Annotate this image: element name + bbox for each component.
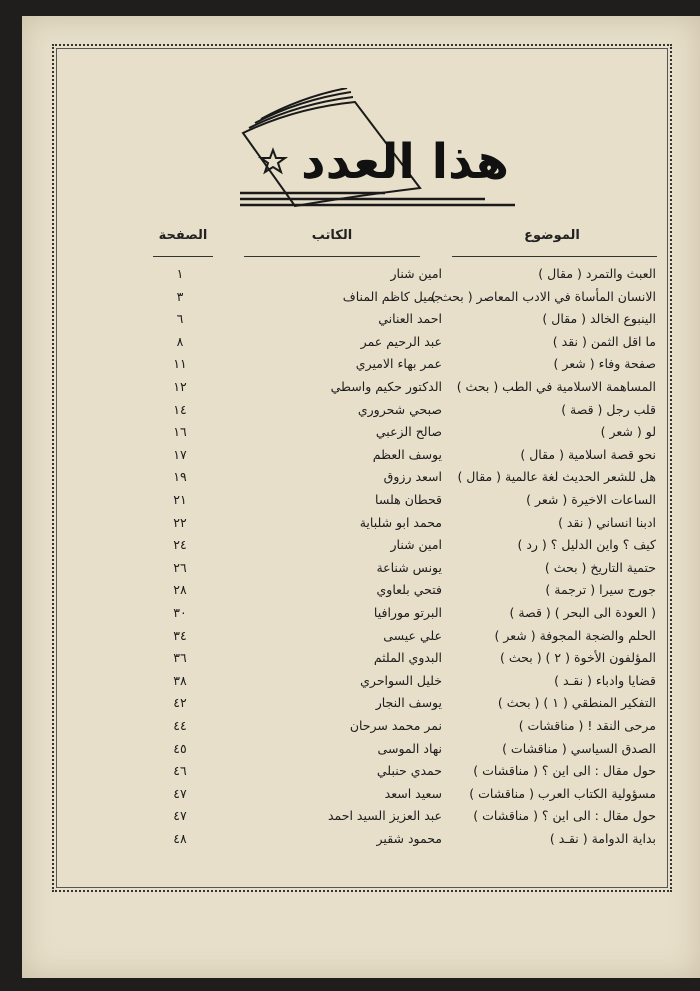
- topic-cell: كيف ؟ واين الدليل ؟ ( رد ): [517, 537, 656, 553]
- page-cell: ٤٤: [173, 718, 187, 733]
- author-cell: عبد العزيز السيد احمد: [327, 808, 442, 824]
- page-cell: ١٩: [173, 469, 187, 485]
- topic-cell: التفكير المنطقي ( ١ ) ( بحث ): [497, 695, 656, 711]
- page-cell: ٤٧: [173, 785, 187, 801]
- topic-cell: حول مقال : الى اين ؟ ( مناقشات ): [473, 808, 656, 824]
- topic-cell: حتمية التاريخ ( بحث ): [544, 559, 656, 575]
- author-cell: قحطان هلسا: [375, 492, 442, 507]
- author-cell: اسعد رزوق: [383, 469, 442, 485]
- author-cell: البرتو مورافيا: [373, 605, 442, 620]
- author-cell: نهاد الموسى: [377, 740, 442, 756]
- table-row: [0, 582, 700, 604]
- header-rule-author: [244, 256, 420, 257]
- header-topic: الموضوع: [524, 228, 580, 243]
- table-row: [0, 424, 700, 446]
- page-cell: ٤٧: [173, 808, 187, 824]
- author-cell: نمر محمد سرحان: [349, 718, 442, 733]
- table-row: [0, 515, 700, 537]
- author-cell: البدوي الملثم: [373, 650, 442, 666]
- table-row: [0, 492, 700, 514]
- author-cell: علي عيسى: [383, 627, 442, 643]
- author-cell: امين شنار: [390, 266, 442, 281]
- author-cell: فتحي بلعاوي: [376, 582, 442, 598]
- table-row: [0, 266, 700, 288]
- page-cell: ٣٨: [173, 672, 187, 688]
- page-cell: ٦: [176, 311, 184, 327]
- page-cell: ١١: [173, 356, 187, 372]
- topic-cell: لو ( شعر ): [600, 424, 656, 440]
- page-cell: ٣٦: [173, 650, 187, 666]
- author-cell: محمد ابو شلباية: [359, 514, 442, 530]
- topic-cell: المساهمة الاسلامية في الطب ( بحث ): [456, 379, 656, 394]
- topic-cell: ادبنا انساني ( نقد ): [558, 514, 656, 530]
- page-cell: ٢٨: [173, 582, 187, 598]
- author-cell: حمدي حنبلي: [376, 763, 442, 779]
- author-cell: عمر بهاء الاميري: [355, 356, 442, 372]
- page-cell: ٤٢: [173, 695, 187, 711]
- page-cell: ٢٢: [173, 514, 187, 530]
- table-row: [0, 469, 700, 491]
- table-row: [0, 537, 700, 559]
- page-cell: ١٦: [173, 424, 187, 440]
- table-row: [0, 673, 700, 695]
- table-row: [0, 741, 700, 763]
- author-cell: يوسف النجار: [375, 695, 442, 711]
- table-row: [0, 334, 700, 356]
- topic-cell: الحلم والضجة المجوفة ( شعر ): [494, 627, 656, 643]
- page-cell: ٣: [176, 288, 184, 304]
- author-cell: صبحي شحروري: [357, 401, 442, 417]
- author-cell: عبد الرحيم عمر: [360, 333, 442, 349]
- topic-cell: مرحى النقد ! ( مناقشات ): [518, 718, 656, 733]
- table-row: [0, 379, 700, 401]
- page-cell: ١٧: [173, 446, 187, 462]
- table-row: [0, 402, 700, 424]
- topic-cell: الصدق السياسي ( مناقشات ): [502, 740, 656, 756]
- topic-cell: الانسان المأساة في الادب المعاصر ( بحث ): [431, 288, 656, 304]
- topic-cell: حول مقال : الى اين ؟ ( مناقشات ): [473, 763, 656, 779]
- page-cell: ٤٦: [173, 763, 187, 779]
- topic-cell: قلب رجل ( قصة ): [561, 401, 656, 417]
- topic-cell: هل للشعر الحديث لغة عالمية ( مقال ): [457, 469, 656, 485]
- author-cell: جميل كاظم المناف: [342, 288, 442, 304]
- page-cell: ٤٨: [173, 831, 187, 846]
- topic-cell: المؤلفون الأخوة ( ٢ ) ( بحث ): [500, 650, 656, 666]
- page-cell: ٣٤: [173, 627, 187, 643]
- topic-cell: بداية الدوامة ( نقـد ): [549, 831, 656, 846]
- topic-cell: ما اقل الثمن ( نقد ): [552, 333, 656, 349]
- table-row: [0, 560, 700, 582]
- header-rule-topic: [452, 256, 657, 257]
- table-row: [0, 628, 700, 650]
- table-row: [0, 808, 700, 830]
- table-row: [0, 831, 700, 853]
- logo-text: هذا العدد: [300, 134, 510, 190]
- topic-cell: مسؤولية الكتاب العرب ( مناقشات ): [469, 785, 656, 801]
- page-cell: ١: [176, 266, 184, 281]
- topic-cell: جورج سيرا ( ترجمة ): [545, 582, 656, 598]
- page-cell: ٤٥: [173, 740, 187, 756]
- page-cell: ٢٦: [173, 559, 187, 575]
- topic-cell: نحو قصة اسلامية ( مقال ): [520, 446, 656, 462]
- author-cell: امين شنار: [390, 537, 442, 553]
- topic-cell: قضايا وادباء ( نقـد ): [554, 672, 656, 688]
- author-cell: محمود شقير: [376, 831, 442, 846]
- table-row: [0, 289, 700, 311]
- author-cell: خليل السواحري: [360, 672, 442, 688]
- header-page: الصفحة: [158, 228, 208, 243]
- table-row: [0, 605, 700, 627]
- table-row: [0, 718, 700, 740]
- topic-cell: ( العودة الى البحر ) ( قصة ): [509, 605, 656, 620]
- author-cell: صالح الزعبي: [375, 424, 442, 440]
- table-row: [0, 650, 700, 672]
- topic-cell: الساعات الاخيرة ( شعر ): [526, 492, 656, 507]
- page-cell: ٢٤: [173, 537, 187, 553]
- table-row: [0, 786, 700, 808]
- author-cell: سعيد اسعد: [384, 785, 442, 801]
- author-cell: احمد العناني: [378, 311, 442, 327]
- author-cell: يونس شناعة: [376, 559, 442, 575]
- page-cell: ٨: [176, 333, 184, 349]
- page-cell: ٢١: [173, 492, 187, 507]
- table-row: [0, 447, 700, 469]
- page-cell: ٣٠: [173, 605, 187, 620]
- issue-logo: [235, 88, 525, 213]
- author-cell: الدكتور حكيم واسطي: [330, 379, 442, 394]
- header-author: الكاتب: [311, 228, 353, 243]
- author-cell: يوسف العظم: [372, 446, 442, 462]
- topic-cell: صفحة وفاء ( شعر ): [553, 356, 656, 372]
- topic-cell: الينبوع الخالد ( مقال ): [542, 311, 656, 327]
- topic-cell: العبث والتمرد ( مقال ): [538, 266, 656, 281]
- header-rule-page: [153, 256, 213, 257]
- table-row: [0, 356, 700, 378]
- table-row: [0, 763, 700, 785]
- page-cell: ١٢: [173, 379, 187, 394]
- page-cell: ١٤: [173, 401, 187, 417]
- table-row: [0, 695, 700, 717]
- table-row: [0, 311, 700, 333]
